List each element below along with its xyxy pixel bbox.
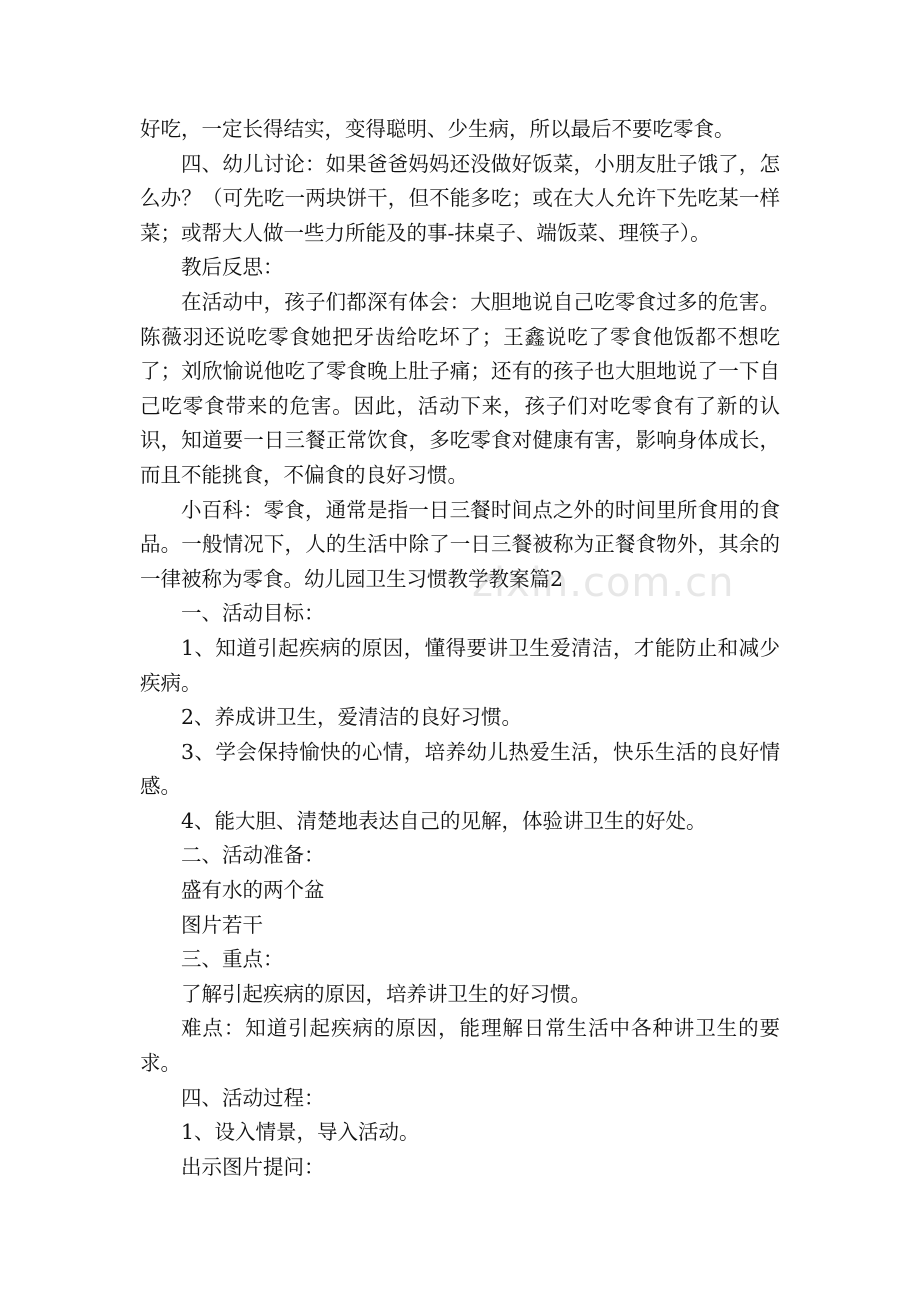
paragraph: 在活动中，孩子们都深有体会：大胆地说自己吃零食过多的危害。陈薇羽还说吃零食她把牙齿给吃坏了；王鑫说吃了零食他饭都不想吃了；刘欣愉说他吃了零食晚上肚子痛；还有的孩子也大胆地说了一下自己吃零食带来的危害。因此，活动下来，孩子们对吃零食有了新的认识，知道要一日三餐正常饮食，多吃零食对健康有害，影响身体成长，而且不能挑食，不偏食的良好习惯。 — [140, 289, 780, 487]
paragraph: 盛有水的两个盆 — [181, 878, 325, 903]
paragraph: 出示图片提问： — [181, 1154, 325, 1179]
paragraph: 图片若干 — [181, 912, 263, 937]
paragraph: 小百科：零食，通常是指一日三餐时间点之外的时间里所食用的食品。一般情况下，人的生活中除了一日三餐被称为正餐食物外，其余的一律被称为零食。幼儿园卫生习惯教学教案篇2 — [140, 497, 780, 591]
list-item: 1、知道引起疾病的原因，懂得要讲卫生爱清洁，才能防止和减少疾病。 — [140, 635, 780, 695]
list-item: 4、能大胆、清楚地表达自己的见解，体验讲卫生的好处。 — [181, 808, 707, 833]
list-item: 1、设入情景，导入活动。 — [181, 1120, 420, 1145]
section-heading: 三、重点： — [181, 947, 284, 972]
section-heading: 四、活动过程： — [181, 1085, 325, 1110]
list-item: 3、学会保持愉快的心情，培养幼儿热爱生活，快乐生活的良好情感。 — [140, 739, 780, 799]
paragraph: 好吃，一定长得结实，变得聪明、少生病，所以最后不要吃零食。 — [140, 117, 735, 141]
document-body — [140, 112, 780, 1184]
list-item: 2、养成讲卫生，爱清洁的良好习惯。 — [181, 705, 523, 730]
section-heading: 教后反思： — [181, 255, 284, 280]
section-heading: 一、活动目标： — [181, 601, 325, 626]
paragraph: 了解引起疾病的原因，培养讲卫生的好习惯。 — [181, 981, 591, 1006]
paragraph: 难点：知道引起疾病的原因，能理解日常生活中各种讲卫生的要求。 — [140, 1016, 780, 1076]
watermark: zixin.com.cn — [472, 560, 735, 606]
section-heading: 二、活动准备： — [181, 843, 325, 868]
paragraph: 四、幼儿讨论：如果爸爸妈妈还没做好饭菜，小朋友肚子饿了，怎么办？（可先吃一两块饼干，但不能多吃；或在大人允许下先吃某一样菜；或帮大人做一些力所能及的事-抹桌子、端饭菜、理筷子）。 — [140, 151, 780, 245]
